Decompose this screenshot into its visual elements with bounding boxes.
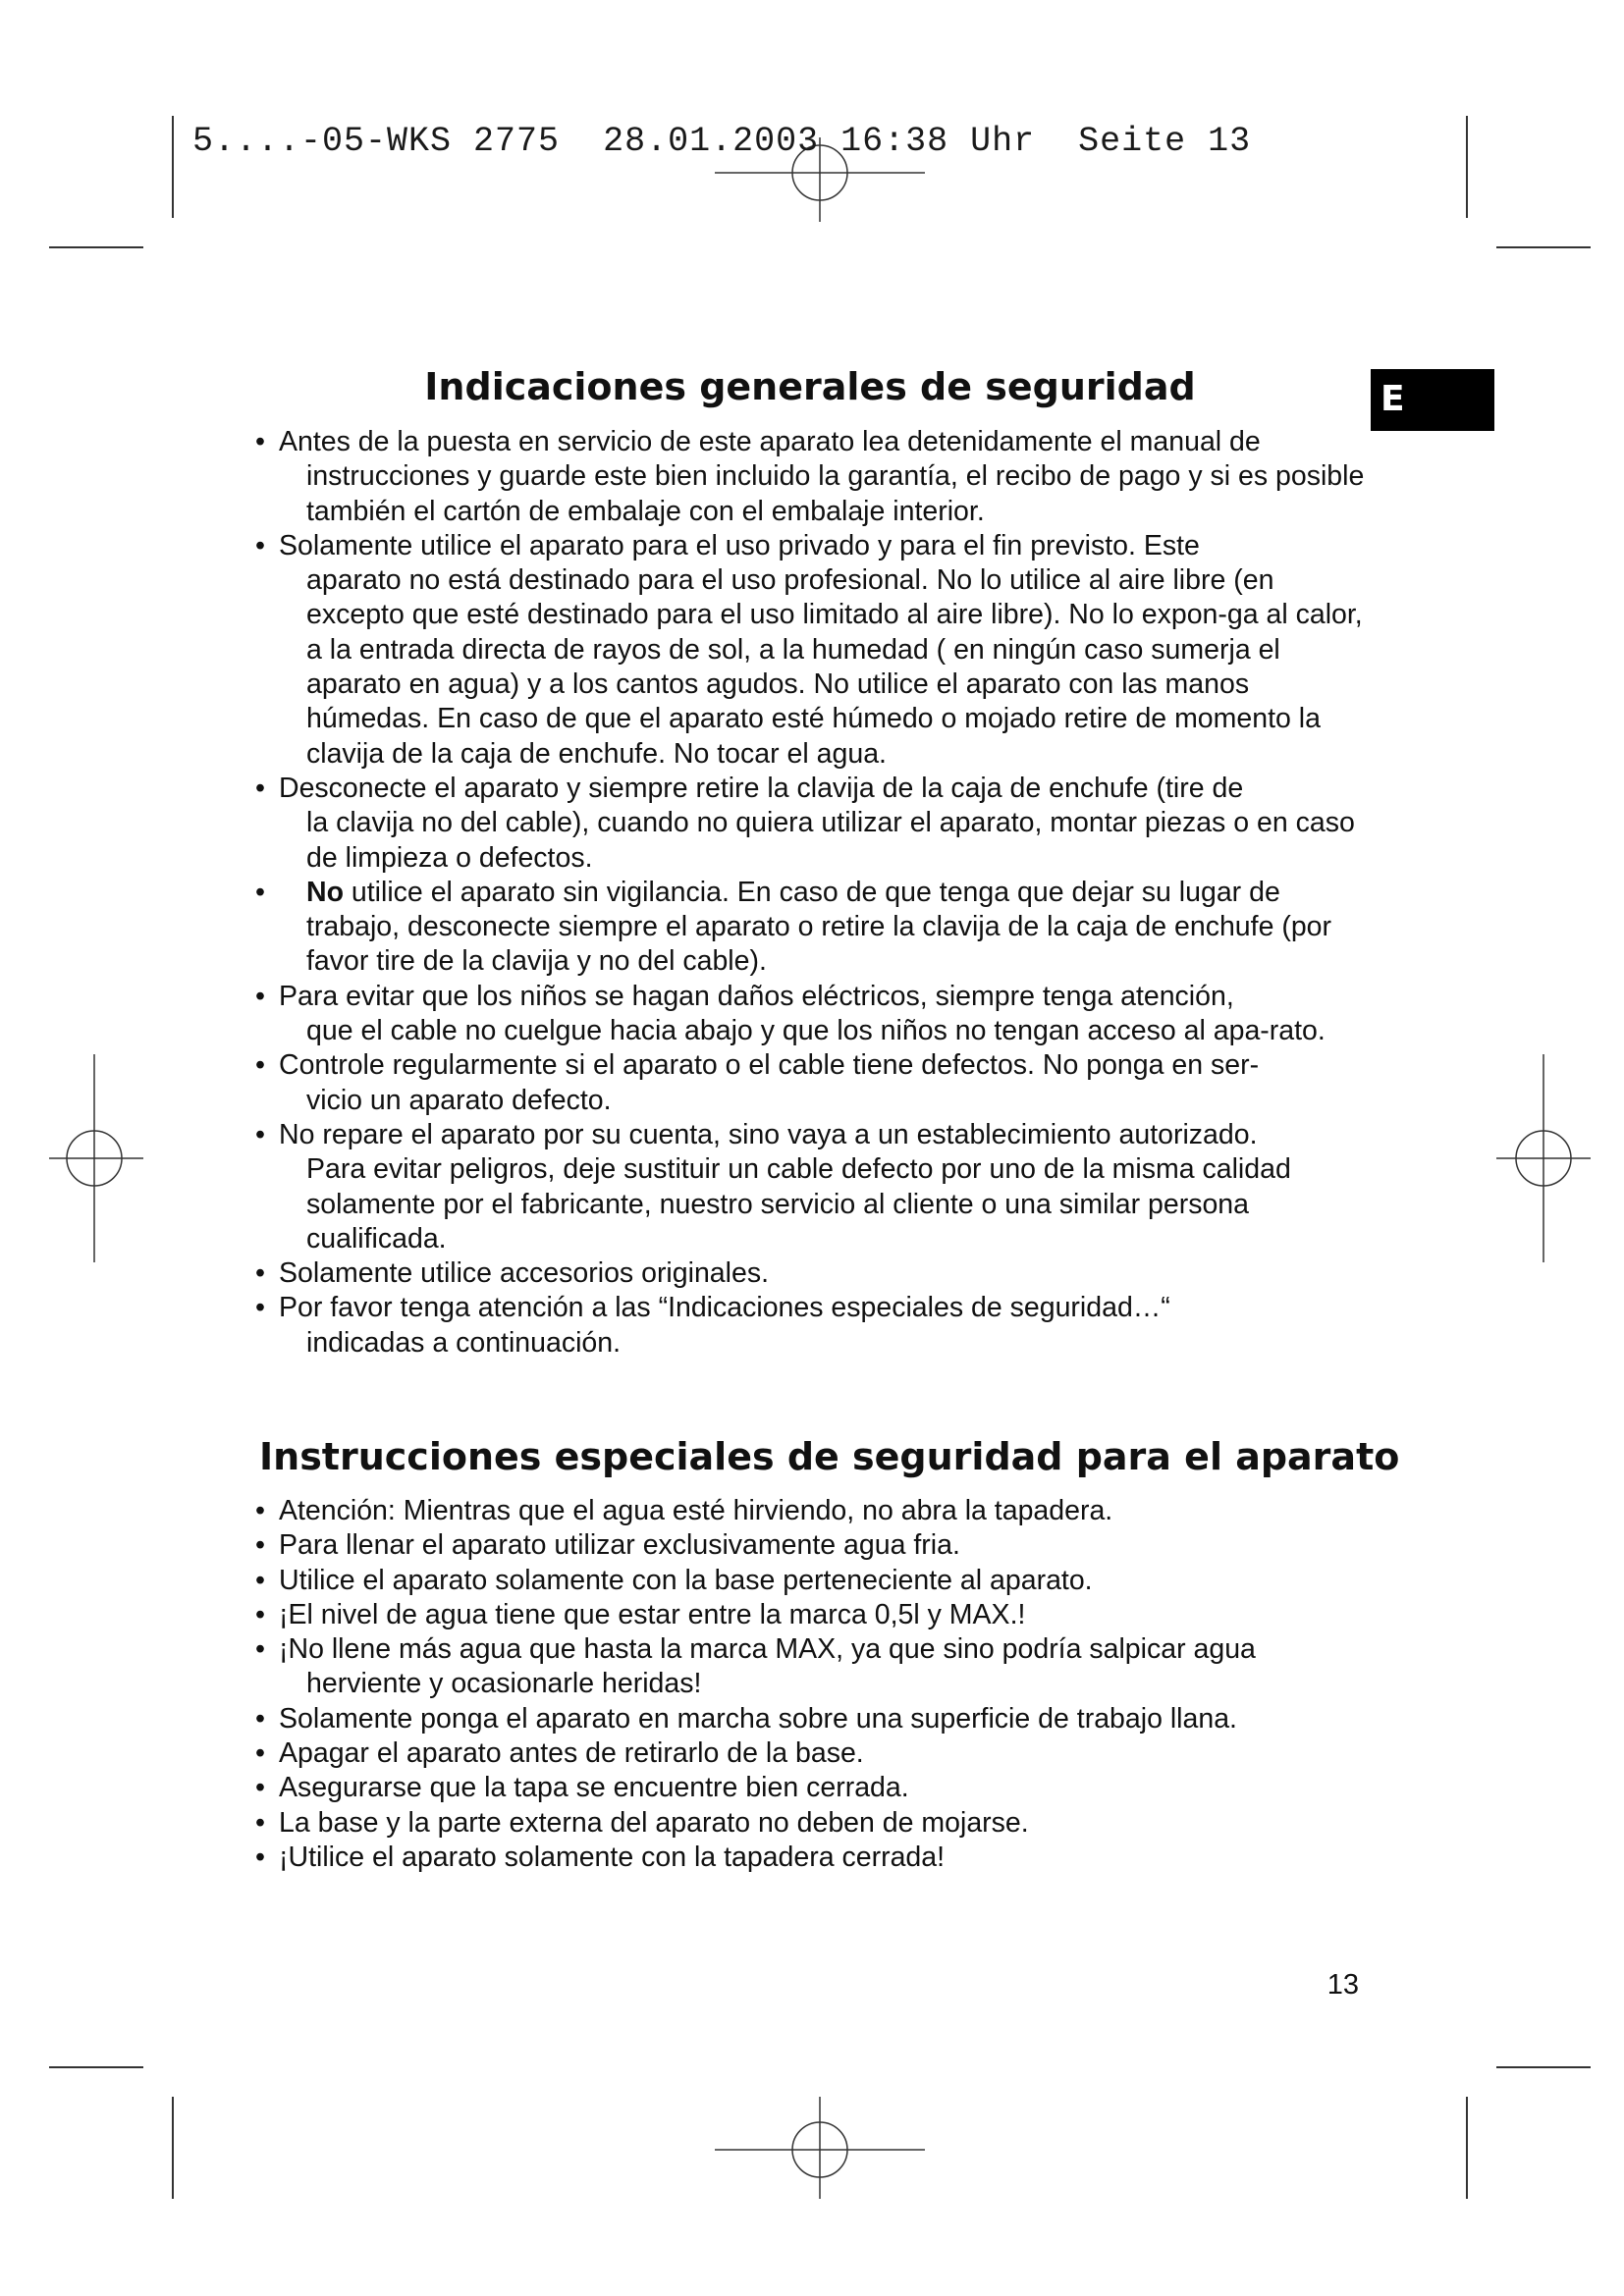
list-item-lead: Utilice el aparato solamente con la base perteneciente al aparato. [279,1564,1093,1596]
list-item [255,1528,1375,1563]
list-item-lead: ¡No llene más agua que hasta la marca MAX, ya que sino podría salpicar agua [279,1633,1256,1666]
list-item [255,1632,1375,1702]
list-item [255,876,1375,980]
list-item-lead: Para evitar que los niños se hagan daños eléctricos, siempre tenga atención, [279,980,1234,1012]
general-safety-list [255,425,1375,1361]
list-item-first-line [279,1737,864,1769]
list-item-first-line [279,1599,1025,1630]
list-item-lead: No repare el aparato por su cuenta, sino vaya a un establecimiento autorizado. [279,1118,1258,1150]
list-item-first-line [279,530,1200,561]
list-item [255,1841,1375,1875]
list-item-first-line [279,1257,769,1289]
list-item [255,1494,1375,1528]
language-tab-label: E [1380,379,1405,419]
list-item-lead: Asegurarse que la tapa se encuentre bien cerrada. [279,1772,909,1804]
page-number: 13 [1326,1969,1359,2001]
list-item-first-line [279,1119,1258,1150]
list-item-lead: La base y la parte externa del aparato no deben de mojarse. [279,1806,1029,1839]
list-item-continuation: trabajo, desconecte siempre el aparato o retire la clavija de la caja de enchufe (por favor tire de la clavija y no del cable). [306,911,1332,978]
list-item-first-line [306,877,1280,908]
list-item-lead: Atención: Mientras que el agua esté hirviendo, no abra la tapadera. [279,1495,1113,1526]
list-item-lead: Solamente utilice accesorios originales. [279,1257,770,1290]
list-item-first-line [279,773,1243,804]
list-item-lead: utilice el aparato sin vigilancia. En caso de que tenga que dejar su lugar de [344,876,1280,908]
list-item [255,1771,1375,1805]
list-item-lead: Controle regularmente si el aparato o el cable tiene defectos. No ponga en ser- [279,1049,1260,1082]
list-item-continuation: la clavija no del cable), cuando no quiera utilizar el aparato, montar piezas o en caso de limpieza o defectos. [306,807,1355,874]
list-item-first-line [279,1529,960,1561]
list-item-lead: ¡El nivel de agua tiene que estar entre la marca 0,5l y MAX.! [279,1598,1026,1630]
list-item-lead: Desconecte el aparato y siempre retire la clavija de la caja de enchufe (tire de [279,772,1244,804]
list-item-continuation: vicio un aparato defecto. [306,1084,612,1116]
list-item-first-line [279,1565,1093,1596]
section-title-general-safety: Indicaciones generales de seguridad [424,365,1196,408]
list-item-lead: Para llenar el aparato utilizar exclusivamente agua fria. [279,1529,960,1562]
list-item-lead: Apagar el aparato antes de retirarlo de la base. [279,1737,864,1770]
list-item-first-line [279,1049,1259,1081]
print-slug-header: 5....-05-WKS 2775 28.01.2003 16:38 Uhr Seite 13 [192,122,1252,161]
list-item-continuation: aparato no está destinado para el uso profesional. No lo utilice al aire libre (en excepto que esté destinado para el uso limitado al aire libre). No lo expon-ga al calor, a la entrada directa de rayos de sol, a la humedad ( en ningún caso sumerja el aparato en agua) y a los cantos agudos. No utilice el aparato con las manos húmedas. En caso de que el aparato esté húmedo o mojado retire de momento la clavija de la caja de enchufe. No tocar el agua. [306,564,1363,770]
list-item-lead: Solamente utilice el aparato para el uso privado y para el fin previsto. Este [279,529,1200,561]
list-item-continuation: instrucciones y guarde este bien incluido la garantía, el recibo de pago y si es posible también el cartón de embalaje con el embalaje interior. [306,460,1365,527]
list-item-first-line [279,1292,1170,1323]
list-item-first-line [279,1772,909,1803]
list-item-lead: ¡Utilice el aparato solamente con la tapadera cerrada! [279,1841,946,1873]
section-title-appliance-safety: Instrucciones especiales de seguridad para el aparato [259,1435,1400,1478]
list-item-first-line [279,1633,1256,1665]
list-item [255,1564,1375,1598]
list-item-lead: Por favor tenga atención a las “Indicaciones especiales de seguridad…“ [279,1292,1170,1324]
list-item [255,1736,1375,1771]
list-item [255,1118,1375,1256]
list-item-lead: Antes de la puesta en servicio de este aparato lea detenidamente el manual de [279,426,1261,457]
list-item [255,529,1375,772]
list-item-continuation: herviente y ocasionarle heridas! [306,1668,702,1700]
list-item-first-line [279,981,1234,1012]
list-item [255,1291,1375,1361]
appliance-safety-list [255,1494,1375,1875]
list-item [255,772,1375,876]
list-item-continuation: que el cable no cuelgue hacia abajo y que los niños no tengan acceso al apa-rato. [306,1015,1326,1047]
list-item [255,1256,1375,1291]
list-item [255,425,1375,529]
list-item [255,1806,1375,1841]
list-item-first-line [279,1495,1112,1526]
list-item-lead: Solamente ponga el aparato en marcha sobre una superficie de trabajo llana. [279,1702,1237,1735]
list-item-first-line [279,426,1261,457]
list-item [255,980,1375,1049]
list-item-first-line [279,1807,1029,1839]
list-item [255,1702,1375,1736]
list-item-first-line [279,1703,1237,1735]
list-item [255,1048,1375,1118]
list-item-continuation: indicadas a continuación. [306,1326,622,1359]
emphasis: No [306,876,344,908]
list-item [255,1598,1375,1632]
list-item-continuation: Para evitar peligros, deje sustituir un cable defecto por uno de la misma calidad solamente por el fabricante, nuestro servicio al cliente o una similar persona cualificada. [306,1153,1291,1255]
list-item-first-line [279,1842,945,1873]
